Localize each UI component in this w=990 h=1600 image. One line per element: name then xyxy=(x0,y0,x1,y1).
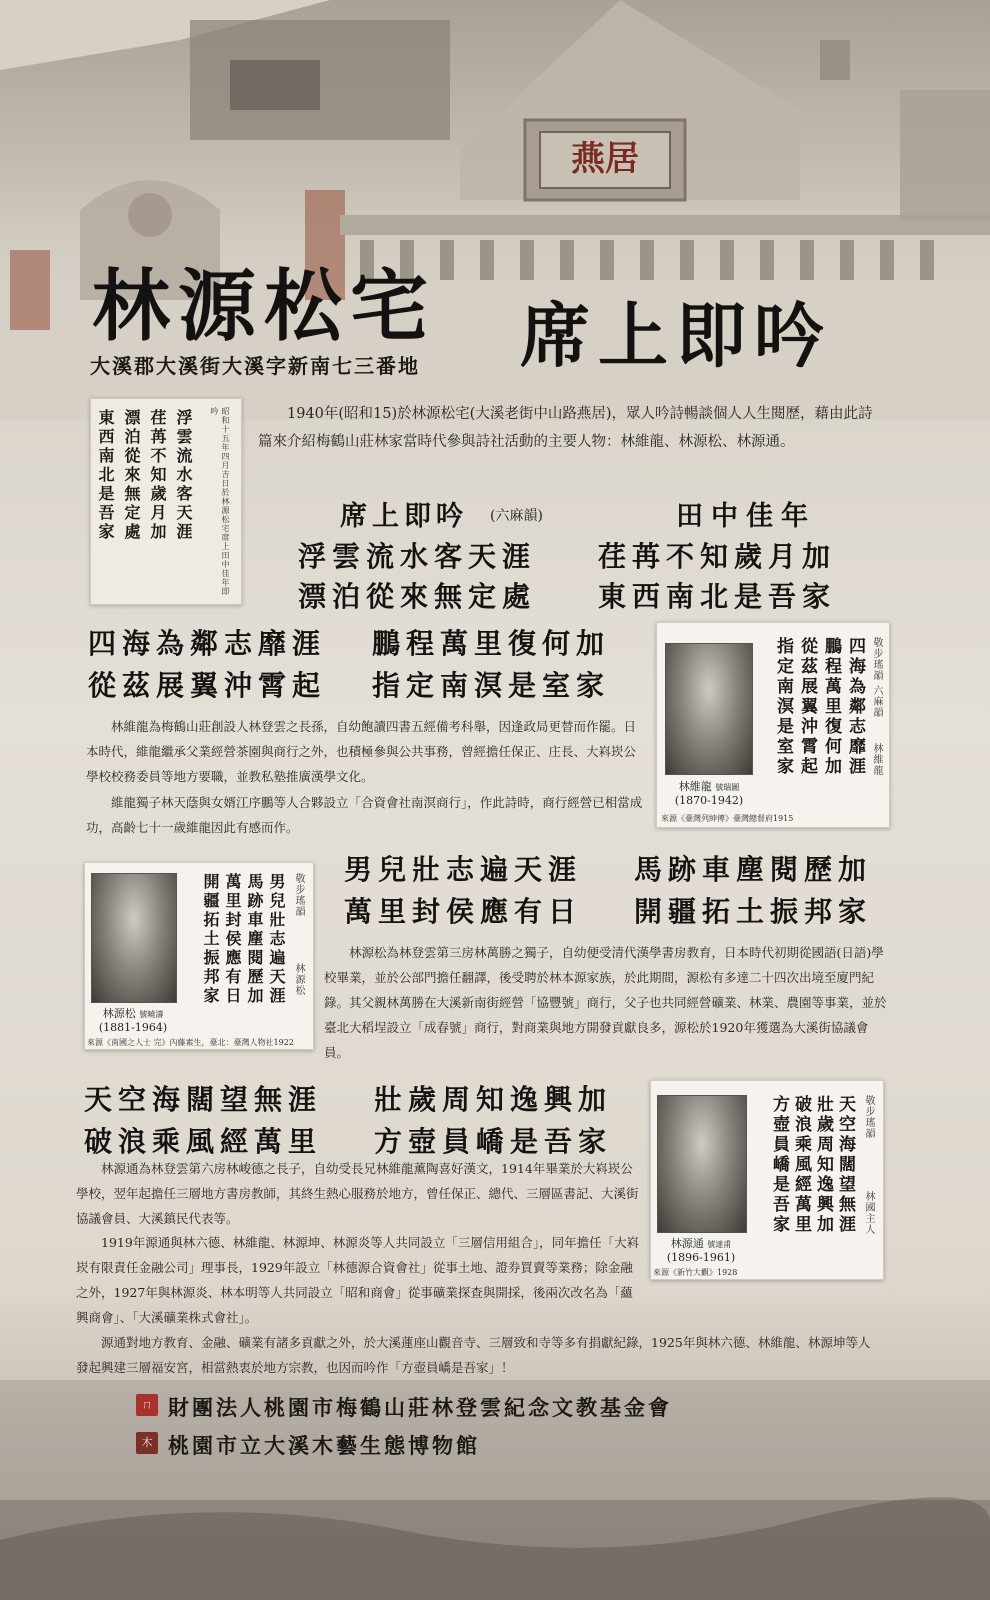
poem1-line: 荏苒不知歲月加 xyxy=(598,540,837,573)
poem3-line: 萬里封侯應有日 xyxy=(344,895,583,928)
poem1-line: 漂泊從來無定處 xyxy=(298,580,537,613)
poem1-line: 東西南北是吾家 xyxy=(598,580,837,613)
manuscript-col: 漂泊從來無定處 xyxy=(122,409,141,542)
manuscript-col: 東西南北是吾家 xyxy=(96,409,115,542)
lin-yuantong-bio-3: 源通對地方教育、金融、礦業有諸多貢獻之外，於大溪蓮座山觀音寺、三層致和寺等多有捐獻紀錄，1925年與林六德、林維龍、林源坤等人發起興建三層福安宮，相當熱衷於地方宗教，也因而吟作「方壺員嶠是吾家」！ xyxy=(76,1335,871,1375)
manuscript-col: 浮雲流水客天涯 xyxy=(174,409,193,542)
intro-paragraph: 1940年(昭和15)於林源松宅(大溪老街中山路燕居)，眾人吟詩暢談個人人生閱歷，藉由此詩篇來介紹梅鶴山莊林家當時代參與詩社活動的主要人物：林維龍、林源松、林源通。 xyxy=(258,406,873,450)
manuscript-col: 四海為鄰志靡涯 xyxy=(845,637,865,777)
poem3-line: 男兒壯志遍天涯 xyxy=(344,853,583,886)
main-title: 林源松宅 xyxy=(92,261,437,352)
poem4-line: 破浪乘風經萬里 xyxy=(84,1125,323,1158)
manuscript-col: 方壺員嶠是吾家 xyxy=(769,1095,789,1235)
photo-source: 來源《南國之人士 完》內藤素生，臺北：臺灣人物社1922 xyxy=(87,1038,294,1047)
lin-yuantong-panel xyxy=(650,1080,884,1280)
poem3-line: 開疆拓土振邦家 xyxy=(634,895,873,928)
portrait-lin-weilong xyxy=(665,643,753,775)
manuscript-col: 破浪乘風經萬里 xyxy=(791,1095,811,1235)
poem2-line: 鵬程萬里復何加 xyxy=(372,627,611,660)
manuscript-signature: 林源松 xyxy=(293,963,304,996)
manuscript-note: 敬步瑤韻 xyxy=(293,873,304,917)
manuscript-col: 從茲展翼沖霄起 xyxy=(797,637,817,777)
lin-weilong-bio-2: 維龍獨子林天蔭與女婿江序鵬等人合夥設立「合資會社南溟商行」，作此詩時，商行經營已相當成功，高齡七十一歲維龍因此有感而作。 xyxy=(86,795,643,835)
foundation-logo: ㄇ xyxy=(136,1394,158,1416)
manuscript-signature: 林國主人 xyxy=(863,1191,874,1235)
poem1-author: 田中佳年 xyxy=(676,501,816,532)
manuscript-note: 敬步瑤韻 xyxy=(863,1095,874,1139)
poem4-line: 天空海闊望無涯 xyxy=(84,1083,323,1116)
photo-source: 來源《新竹大觀》1928 xyxy=(653,1268,738,1277)
lin-weilong-panel xyxy=(656,622,890,828)
museum-name: 桃園市立大溪木藝生態博物館 xyxy=(168,1433,480,1458)
photo-source: 來源《臺灣列紳傳》臺灣總督府1915 xyxy=(661,814,794,823)
manuscript-col: 男兒壯志遍天涯 xyxy=(267,873,286,1006)
portrait-lin-yuansong xyxy=(91,873,177,1003)
manuscript-col: 萬里封侯應有日 xyxy=(223,873,242,1006)
manuscript-note: 敬步瑤韻 六麻韻 xyxy=(871,637,882,719)
sign-text: 燕居 xyxy=(571,139,639,179)
poem2-line: 從茲展翼沖霄起 xyxy=(88,669,327,702)
poem1-line: 浮雲流水客天涯 xyxy=(298,540,537,573)
poem-title: 席上即吟 xyxy=(520,294,832,377)
photo-caption: 林維龍 號瑞圖 (1870-1942) xyxy=(674,780,744,807)
photo-caption: 林源通 號達甫 (1896-1961) xyxy=(666,1237,736,1264)
poem1-title: 席上即吟 xyxy=(340,501,468,532)
lin-yuansong-panel xyxy=(84,862,314,1050)
manuscript-col: 鵬程萬里復何加 xyxy=(821,637,841,777)
museum-logo: 木 xyxy=(136,1432,158,1454)
manuscript-col: 開疆拓土振邦家 xyxy=(201,873,220,1006)
manuscript-col: 指定南溟是室家 xyxy=(773,637,793,777)
foundation-name: 財團法人桃園市梅鶴山莊林登雲紀念文教基金會 xyxy=(168,1395,672,1420)
intro-manuscript xyxy=(90,398,242,605)
lin-yuantong-bio-2: 1919年源通與林六德、林維龍、林源坤、林源炎等人共同設立「三層信用組合」，同年擔任「大嵙崁有限責任金融公司」理事長，1929年設立「林德源合資會社」從事土地、證券買賣等業務；除金融之外，1927年與林源炎、林本明等人共同設立「昭和商會」從事礦業探查與開採，後兩次改名為「蘊興商會」、「大溪礦業株式會社」。 xyxy=(76,1235,640,1325)
poem2-line: 四海為鄰志靡涯 xyxy=(88,627,327,660)
portrait-lin-yuantong xyxy=(657,1095,747,1233)
manuscript-col: 壯歲周知逸興加 xyxy=(813,1095,833,1235)
manuscript-col: 荏苒不知歲月加 xyxy=(148,409,167,542)
lin-yuantong-bio: 林源通為林登雲第六房林峻德之長子，自幼受長兄林維龍薰陶喜好漢文，1914年畢業於大嵙崁公學校，翌年起擔任三層地方書房教師，其終生熱心服務於地方，曾任保正、總代、三層區書記、大溪街協議會員、大溪鎮民代表等。 xyxy=(76,1161,639,1226)
manuscript-note: 昭和十五年四月吉日於林源松宅席上田中佳年即吟 xyxy=(210,407,230,596)
manuscript-signature: 林維龍 xyxy=(871,743,882,776)
poem3-line: 馬跡車塵閱歷加 xyxy=(634,853,873,886)
poem4-line: 方壺員嶠是吾家 xyxy=(374,1125,613,1158)
poem1-rhyme: (六麻韻) xyxy=(490,508,543,524)
poem4-line: 壯歲周知逸興加 xyxy=(374,1083,613,1116)
lin-weilong-bio: 林維龍為梅鶴山莊創設人林登雲之長孫，自幼飽讀四書五經備考科舉，因逢政局更替而作罷。日本時代，維龍繼承父業經營茶園與商行之外，也積極參與公共事務，曾經擔任保正、庄長、大嵙崁公學校校務委員等地方要職，並教私塾推廣漢學文化。 xyxy=(86,719,637,784)
lin-yuansong-bio: 林源松為林登雲第三房林萬勝之獨子，自幼便受清代漢學書房教育，日本時代初期從國語(日語)學校畢業，並於公部門擔任翻譯，後受聘於林本源家族，於此期間，源松有多達二十四次出境至廈門紀錄。其父親林萬勝在大溪新南街經營「協豐號」商行，父子也共同經營礦業、林業、農園等事業，並於臺北大稻埕設立「成春號」商行，對商業與地方開發貢獻良多，源松於1920年獲選為大溪街協議會員。 xyxy=(324,945,887,1060)
photo-caption: 林源松 號曉濤 (1881-1964) xyxy=(98,1007,168,1034)
poem2-line: 指定南溟是室家 xyxy=(372,669,611,702)
manuscript-col: 天空海闊望無涯 xyxy=(835,1095,855,1235)
address-subtitle: 大溪郡大溪街大溪字新南七三番地 xyxy=(90,354,420,378)
manuscript-col: 馬跡車塵閱歷加 xyxy=(245,873,264,1006)
